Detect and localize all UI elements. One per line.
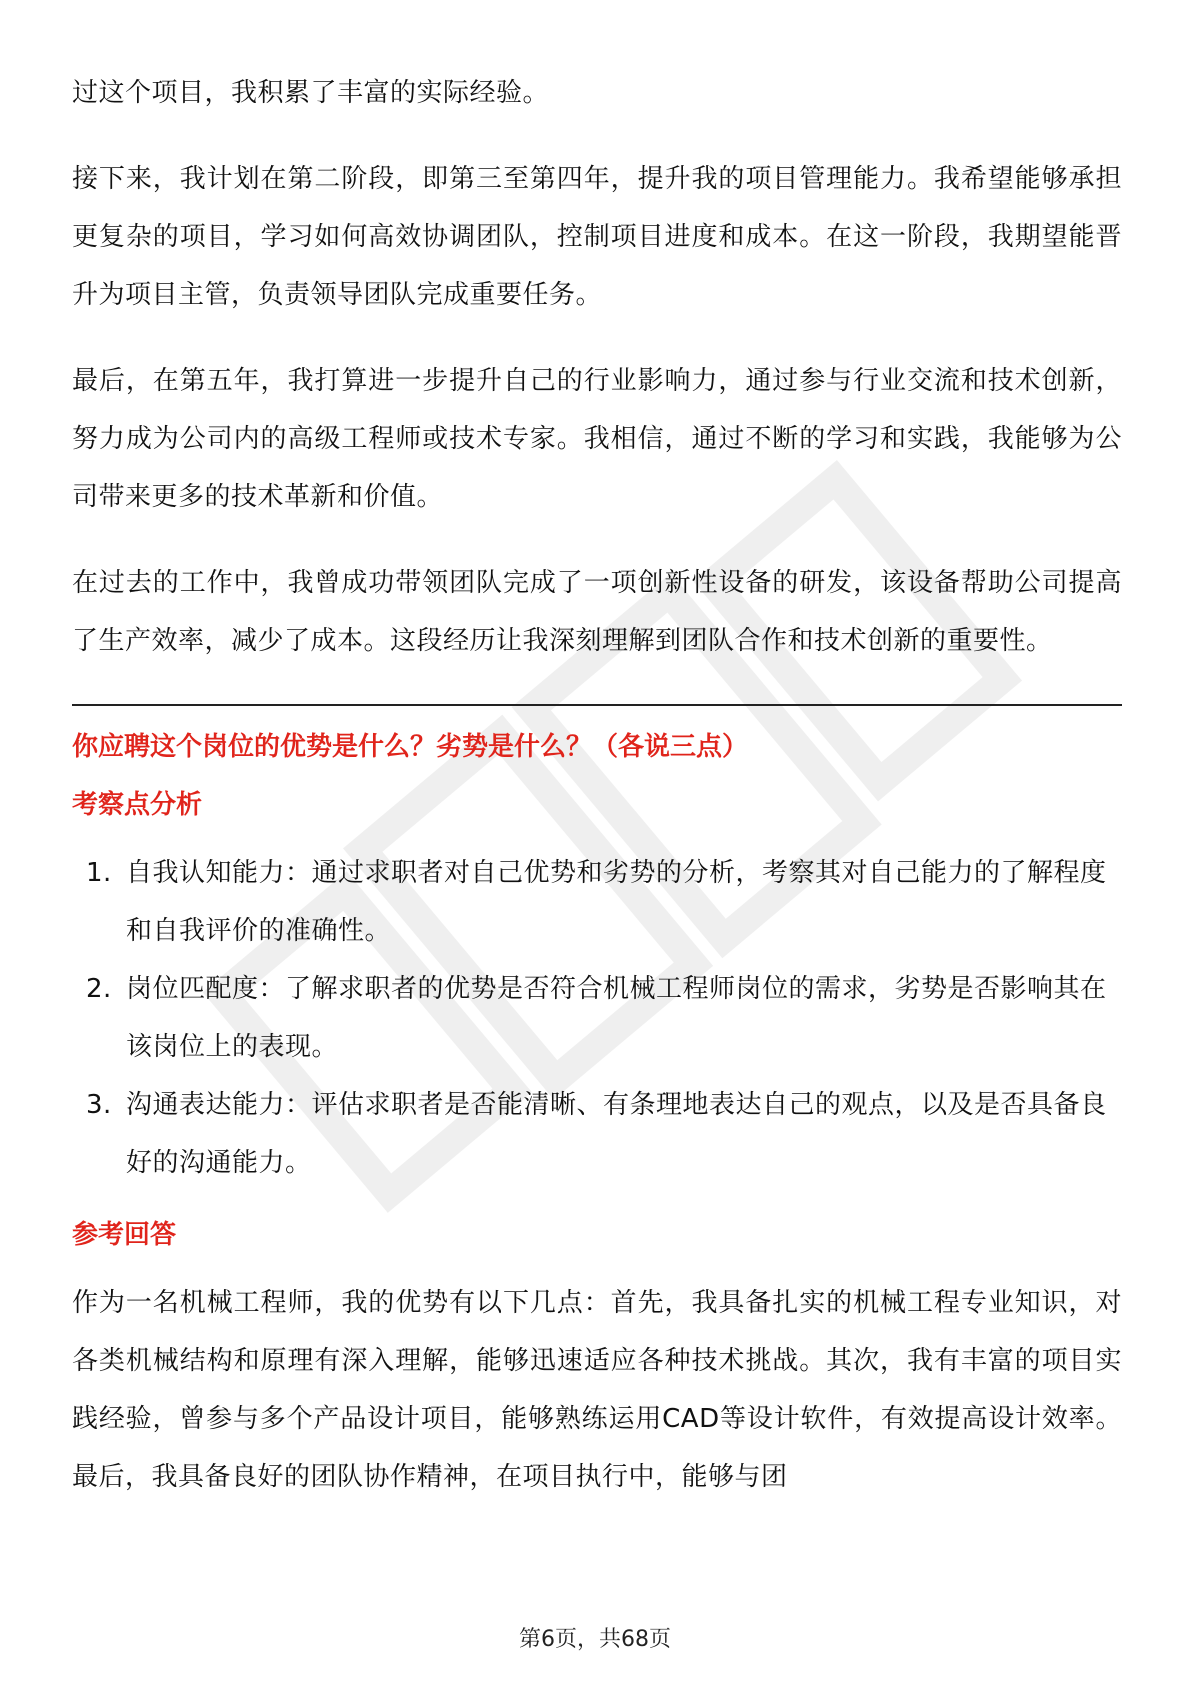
list-number: 1. <box>86 858 112 888</box>
list-number: 3. <box>86 1090 112 1120</box>
list-number: 2. <box>86 974 112 1004</box>
list-item <box>72 960 1122 1076</box>
list-item <box>72 844 1122 960</box>
analysis-heading: 考察点分析 <box>72 790 203 820</box>
paragraph: 接下来，我计划在第二阶段，即第三至第四年，提升我的项目管理能力。我希望能够承担更复杂的项目，学习如何高效协调团队，控制项目进度和成本。在这一阶段，我期望能晋升为项目主管，负责领导团队完成重要任务。 <box>72 164 1122 310</box>
paragraph: 在过去的工作中，我曾成功带领团队完成了一项创新性设备的研发，该设备帮助公司提高了生产效率，减少了成本。这段经历让我深刻理解到团队合作和技术创新的重要性。 <box>72 568 1122 656</box>
answer-paragraph: 作为一名机械工程师，我的优势有以下几点：首先，我具备扎实的机械工程专业知识，对各类机械结构和原理有深入理解，能够迅速适应各种技术挑战。其次，我有丰富的项目实践经验，曾参与多个产品设计项目，能够熟练运用CAD等设计软件，有效提高设计效率。最后，我具备良好的团队协作精神，在项目执行中，能够与团 <box>72 1288 1122 1492</box>
section-divider <box>72 704 1122 706</box>
list-item-text: 岗位匹配度：了解求职者的优势是否符合机械工程师岗位的需求，劣势是否影响其在该岗位上的表现。 <box>126 974 1107 1062</box>
page-footer: 第6页，共68页 <box>519 1627 671 1652</box>
list-item-text: 沟通表达能力：评估求职者是否能清晰、有条理地表达自己的观点，以及是否具备良好的沟通能力。 <box>126 1090 1107 1178</box>
answer-heading: 参考回答 <box>72 1220 177 1250</box>
analysis-list <box>72 844 1122 1192</box>
paragraph: 最后，在第五年，我打算进一步提升自己的行业影响力，通过参与行业交流和技术创新，努力成为公司内的高级工程师或技术专家。我相信，通过不断的学习和实践，我能够为公司带来更多的技术革新和价值。 <box>72 366 1122 512</box>
list-item-text: 自我认知能力：通过求职者对自己优势和劣势的分析，考察其对自己能力的了解程度和自我评价的准确性。 <box>126 858 1107 946</box>
document-page <box>72 64 1122 1534</box>
list-item <box>72 1076 1122 1192</box>
question-heading: 你应聘这个岗位的优势是什么？劣势是什么？（各说三点） <box>72 732 749 762</box>
paragraph: 过这个项目，我积累了丰富的实际经验。 <box>72 78 550 108</box>
